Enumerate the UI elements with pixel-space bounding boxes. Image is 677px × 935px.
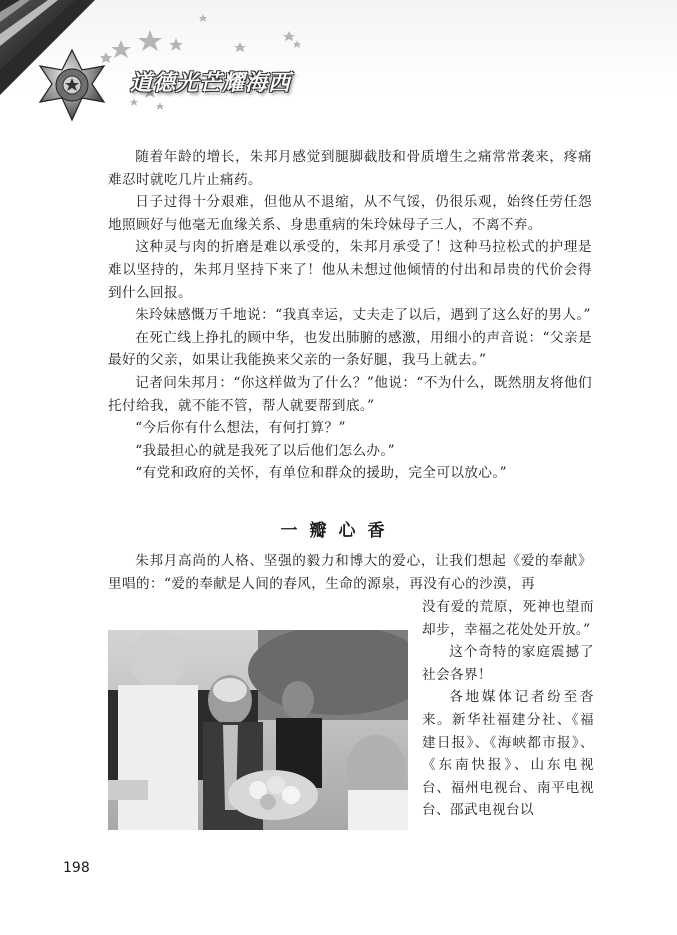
paragraph: 随着年龄的增长，朱邦月感觉到腿脚截肢和骨质增生之痛常常袭来，疼痛难忍时就吃几片止痛药。 <box>108 149 592 188</box>
paragraph: “今后你有什么想法，有何打算？” <box>135 420 346 437</box>
paragraph: 朱玲妹感慨万千地说：“我真幸运，丈夫走了以后，遇到了这么好的男人。” <box>135 307 591 324</box>
paragraph: 记者问朱邦月：“你这样做为了什么？”他说：“不为什么，既然朋友将他们托付给我，就不能不管，帮人就要帮到底。” <box>108 374 592 414</box>
paragraph: 没有爱的荒原，死神也望而却步，幸福之花处处开放。” <box>422 599 594 638</box>
photo-image <box>108 630 408 830</box>
paragraph: 这个奇特的家庭震撼了社会各界！ <box>422 644 594 683</box>
article-body <box>108 146 592 485</box>
paragraph: 日子过得十分艰难，但他从不退缩，从不气馁，仍很乐观，始终任劳任怨地照顾好与他毫无血缘关系、身患重病的朱玲妹母子三人，不离不弃。 <box>108 194 592 233</box>
header-title: 道德光芒耀海西 <box>130 71 292 96</box>
paragraph: “有党和政府的关怀，有单位和群众的援助，完全可以放心。” <box>135 465 507 482</box>
page-header <box>0 0 677 130</box>
paragraph: “我最担心的就是我死了以后他们怎么办。” <box>135 442 395 459</box>
article-photo <box>108 630 408 830</box>
section-title: 一瓣心香 <box>280 521 397 541</box>
paragraph: 朱邦月高尚的人格、坚强的毅力和博大的爱心，让我们想起《爱的奉献》里唱的：“爱的奉献是人间的春风，生命的源泉，再没有心的沙漠，再 <box>108 553 592 592</box>
header-decoration <box>0 0 677 130</box>
medal-icon <box>40 50 104 120</box>
section-intro <box>108 550 592 595</box>
paragraph: 各地媒体记者纷至沓来。新华社福建分社、《福建日报》、《海峡都市报》、《东南快报》、山东电视台、福州电视台、南平电视台、邵武电视台以 <box>422 689 594 819</box>
paragraph: 这种灵与肉的折磨是难以承受的，朱邦月承受了！这种马拉松式的护理是难以坚持的，朱邦月坚持下来了！他从未想过他倾情的付出和昂贵的代价会得到什么回报。 <box>108 239 592 301</box>
page-number: 198 <box>63 860 90 876</box>
paragraph: 在死亡线上挣扎的顾中华，也发出肺腑的感激，用细小的声音说：“父亲是最好的父亲，如果让我能换来父亲的一条好腿，我马上就去。” <box>108 329 592 369</box>
side-column <box>422 596 594 822</box>
